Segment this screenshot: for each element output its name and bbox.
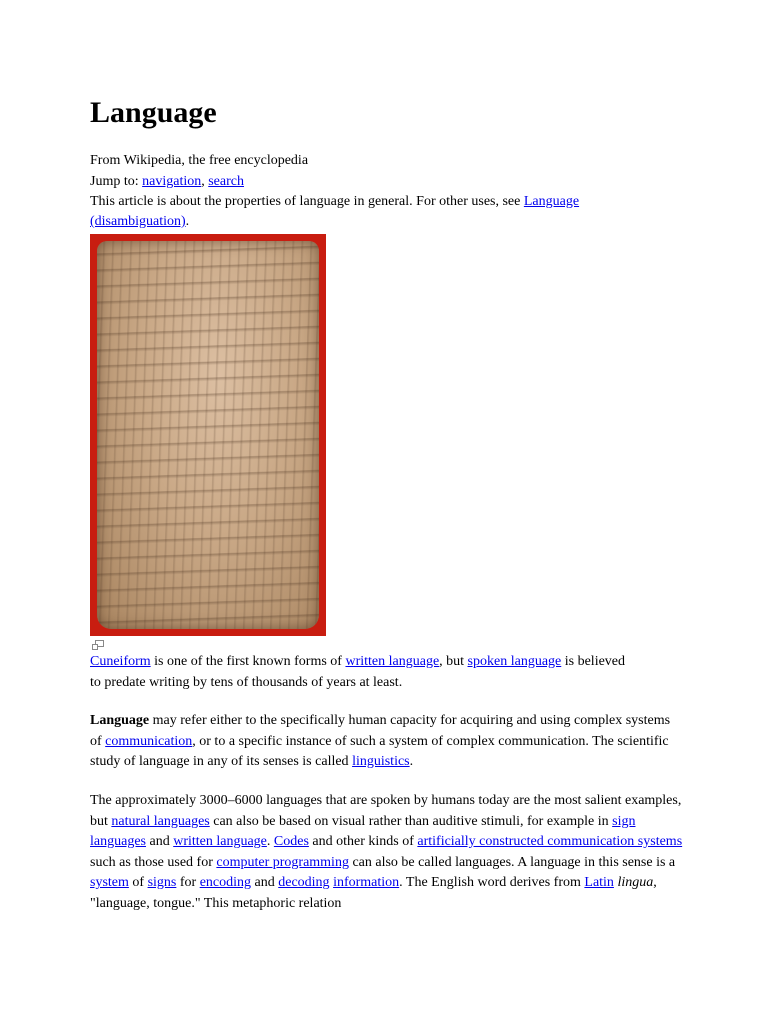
link-encoding[interactable]: encoding: [199, 875, 252, 890]
hatnote-cont: [90, 212, 189, 232]
text-run: .: [409, 754, 414, 769]
link-linguistics[interactable]: linguistics: [352, 754, 410, 769]
jump-separator: ,: [201, 174, 209, 189]
link-artificially-constructed-communication-systems[interactable]: artificially constructed communication systems: [417, 834, 683, 849]
jump-link-search[interactable]: search: [208, 174, 244, 189]
text-run: . The English word derives from: [399, 875, 585, 890]
disambiguation-link-part1[interactable]: Language: [523, 194, 580, 209]
link-information[interactable]: information: [333, 875, 400, 890]
figure-caption-line1: [90, 652, 625, 672]
jump-to: [90, 172, 244, 192]
tagline: From Wikipedia, the free encyclopedia: [90, 153, 309, 168]
text-run: can also be based on visual rather than auditive stimuli, for example in: [209, 813, 613, 829]
text-run: and: [251, 875, 279, 890]
text-run: can also be called languages. A language in this sense is a: [348, 854, 676, 870]
hatnote-text: This article is about the properties of language in general. For other uses, see: [90, 194, 524, 209]
text-run: and: [145, 834, 174, 849]
link-spoken-language[interactable]: spoken language: [467, 654, 562, 669]
link-communication[interactable]: communication: [105, 733, 193, 749]
text-run: .: [266, 834, 274, 849]
link-codes[interactable]: Codes: [273, 834, 309, 849]
text-run: of: [128, 875, 148, 890]
text-run: and other kinds of: [308, 834, 418, 849]
jump-link-navigation[interactable]: navigation: [142, 174, 202, 189]
magnify-clip-icon[interactable]: [92, 640, 104, 650]
disambiguation-link-part2[interactable]: (disambiguation): [90, 214, 186, 229]
link-decoding[interactable]: decoding: [278, 875, 330, 890]
paragraph-examples: [90, 791, 685, 914]
text-run: is believed: [561, 654, 626, 669]
link-natural-languages[interactable]: natural languages: [111, 813, 210, 829]
italic-term: lingua: [617, 875, 654, 890]
cuneiform-tablet-image[interactable]: [90, 234, 326, 636]
link-written-language[interactable]: written language: [345, 654, 440, 669]
figure-caption-line2: to predate writing by tens of thousands of years at least.: [90, 675, 403, 690]
page-title: Language: [90, 96, 217, 129]
hatnote: [90, 192, 579, 212]
tablet-surface: [97, 241, 319, 629]
text-run: is one of the first known forms of: [150, 654, 346, 669]
text-run: , but: [439, 654, 468, 669]
link-cuneiform[interactable]: Cuneiform: [90, 654, 151, 669]
link-system[interactable]: system: [90, 875, 129, 890]
text-run: may refer either to the specifically human capacity for acquiring and using complex systems of: [90, 713, 671, 749]
text-run: for: [176, 875, 200, 890]
link-written-language[interactable]: written language: [173, 834, 267, 849]
text-run: , "language, tongue." This metaphoric relation: [90, 875, 657, 911]
paragraph-intro: [90, 711, 685, 773]
link-computer-programming[interactable]: computer programming: [216, 854, 349, 870]
hatnote-end: .: [185, 214, 190, 229]
text-run: , or to a specific instance of such a system of complex communication. The scientific study of language in any of its senses is called: [90, 733, 669, 769]
link-sign-languages[interactable]: sign languages: [90, 813, 636, 849]
link-latin[interactable]: Latin: [584, 875, 614, 890]
bold-term: Language: [90, 713, 150, 728]
text-run: The approximately 3000–6000 languages that are spoken by humans today are the most salient examples, but: [90, 793, 682, 829]
text-run: such as those used for: [90, 854, 217, 870]
link-signs[interactable]: signs: [147, 875, 177, 890]
jump-to-label: Jump to:: [90, 174, 139, 189]
